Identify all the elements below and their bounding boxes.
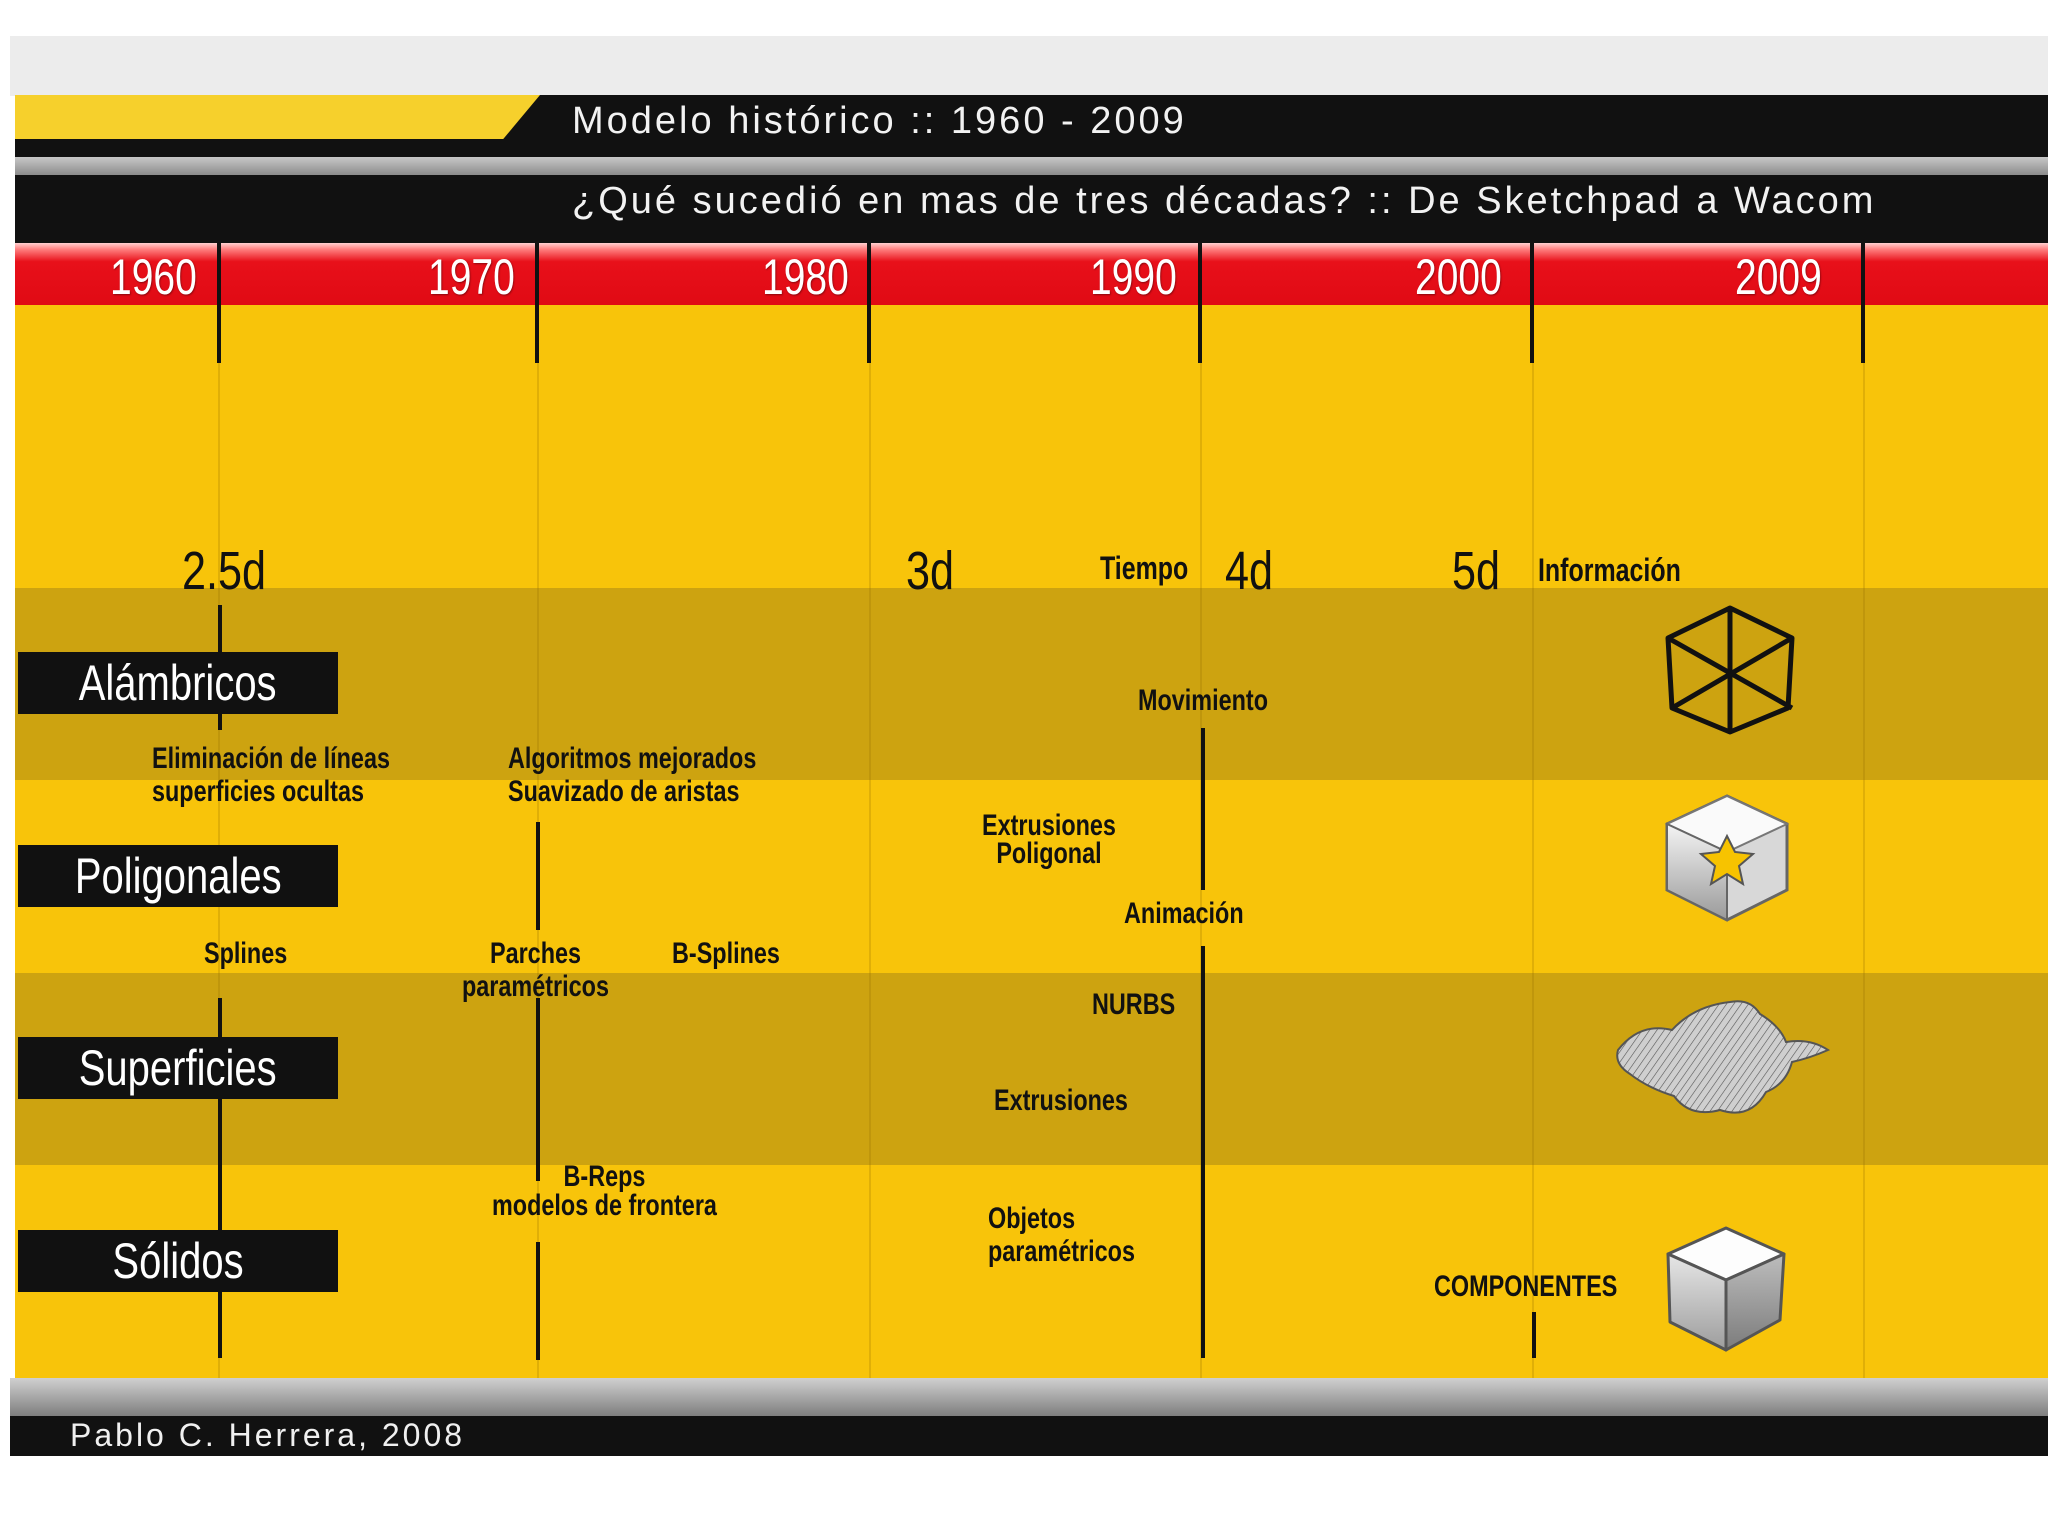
note-nurbs: NURBS: [1092, 988, 1176, 1021]
column-line: [869, 305, 871, 1378]
top-margin: [10, 36, 2048, 96]
note-extrusiones-poligonal: Extrusiones Poligonal: [982, 809, 1116, 870]
year-label: 1990: [1090, 249, 1177, 305]
page-title: Modelo histórico :: 1960 - 2009: [572, 100, 1187, 142]
footer-separator: [10, 1378, 2048, 1418]
decade-tick: [1530, 243, 1534, 363]
category-label: Sólidos: [112, 1233, 244, 1289]
dimension-tiempo: Tiempo: [1100, 550, 1189, 586]
timeline-line: [536, 1242, 540, 1360]
header-separator: [15, 157, 2048, 175]
decade-tick: [535, 243, 539, 363]
note-extrusiones: Extrusiones: [994, 1084, 1128, 1117]
note-algoritmos: Algoritmos mejorados Suavizado de aristas: [508, 742, 757, 808]
timeline-line: [536, 998, 540, 1181]
category-poligonales: [18, 845, 338, 907]
timeline-line: [1201, 728, 1205, 890]
category-alambricos: [18, 652, 338, 714]
note-parches: Parches paramétricos: [462, 937, 609, 1003]
decade-tick: [1198, 243, 1202, 363]
wireframe-cube-icon: [1660, 600, 1800, 740]
note-breps: B-Reps modelos de frontera: [492, 1160, 717, 1222]
decade-tick: [217, 243, 221, 363]
dimension-2-5d: 2.5d: [182, 541, 267, 601]
year-label: 2009: [1735, 249, 1822, 305]
surface-terrain-icon: [1610, 992, 1835, 1132]
bottom-margin: [0, 1456, 2048, 1536]
note-eliminacion: Eliminación de líneas superficies ocultas: [152, 742, 390, 808]
footer-credit: Pablo C. Herrera, 2008: [70, 1417, 466, 1453]
category-solidos: [18, 1230, 338, 1292]
dimension-informacion: Información: [1538, 552, 1681, 588]
category-superficies: [18, 1037, 338, 1099]
note-movimiento: Movimiento: [1138, 684, 1269, 717]
dimension-5d: 5d: [1452, 541, 1501, 601]
column-line: [1863, 305, 1865, 1378]
category-label: Superficies: [79, 1040, 277, 1096]
decade-tick: [867, 243, 871, 363]
solid-cube-icon: [1660, 1222, 1790, 1357]
decade-tick: [1861, 243, 1865, 363]
title-accent: [15, 95, 540, 139]
timeline-line: [1201, 946, 1205, 1358]
year-label: 2000: [1415, 249, 1502, 305]
dimension-4d: 4d: [1225, 541, 1274, 601]
timeline-line: [536, 822, 540, 930]
note-bsplines: B-Splines: [672, 937, 780, 970]
year-label: 1960: [110, 249, 197, 305]
year-label: 1980: [762, 249, 849, 305]
note-animacion: Animación: [1124, 897, 1244, 930]
note-splines: Splines: [204, 937, 288, 970]
note-objetos: Objetos paramétricos: [988, 1202, 1135, 1268]
category-label: Poligonales: [74, 848, 282, 904]
note-componentes: COMPONENTES: [1434, 1270, 1618, 1303]
year-label: 1970: [428, 249, 515, 305]
page-subtitle: ¿Qué sucedió en mas de tres décadas? :: De Sketchpad a Wacom: [572, 180, 1877, 222]
polygonal-cube-icon: [1655, 790, 1800, 925]
category-label: Alámbricos: [79, 655, 277, 711]
timeline-line: [1532, 1312, 1536, 1358]
dimension-3d: 3d: [906, 541, 955, 601]
column-line: [1532, 305, 1534, 1378]
